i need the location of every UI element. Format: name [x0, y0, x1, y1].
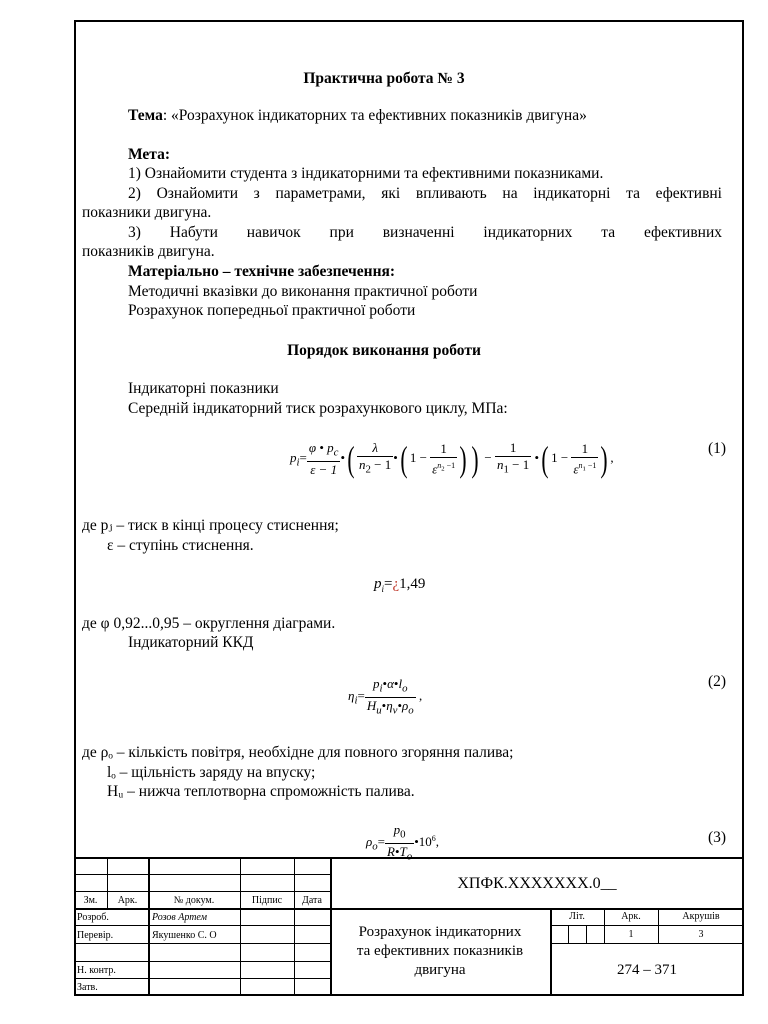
ark-value: 1 [628, 929, 634, 940]
stamp-rule [550, 925, 744, 926]
materials-label: Матеріально – технічне забезпечення: [128, 263, 396, 280]
goal-item-3: 3) Набути навичок при визначенні індикаторних та ефективних [128, 224, 722, 241]
stamp-rule [550, 943, 744, 944]
pi-result: $p_i=¿1,49$ [374, 576, 426, 594]
arkushiv-value: 3 [698, 929, 704, 940]
theme-line [128, 106, 587, 126]
goal-item-2-cont: показники двигуна. [82, 204, 212, 221]
goal-item-1: 1) Ознайомити студента з індикаторними та ефективними показниками. [128, 165, 604, 182]
goal-label: Мета: [128, 146, 171, 163]
row-role-developer: Розроб. [77, 912, 109, 923]
row-name-checker: Якушенко С. О [152, 930, 217, 941]
where-eps: ε – ступінь стиснення. [107, 537, 254, 554]
row-role-checker: Перевір. [77, 930, 114, 941]
equation-2-number: (2) [708, 673, 727, 690]
col-header-date: Дата [302, 895, 322, 906]
where-rho: де ρₒ – кількість повітря, необхідне для повного згоряння палива; [82, 744, 514, 761]
stamp-rule [568, 925, 569, 943]
goal-item-2: 2) Ознайомити з параметрами, які впливають на індикаторні та ефективні [128, 185, 722, 202]
stamp-rule [74, 874, 330, 875]
title-block [74, 857, 744, 996]
where-pc: де pⱼ – тиск в кінці процесу стиснення; [82, 517, 339, 534]
indicator-heading: Індикаторні показники [128, 380, 279, 397]
stamp-rule [74, 925, 330, 926]
theme-label: Тема [128, 107, 163, 124]
row-role-norm-control: Н. контр. [77, 965, 116, 976]
stamp-rule [586, 925, 587, 943]
page-title: Практична робота № 3 [303, 70, 465, 87]
work-title-line-1: Розрахунок індикаторних [358, 924, 522, 940]
where-hu: Hᵤ – нижча теплотворна спроможність палива. [107, 783, 415, 800]
equation-1-number: (1) [708, 440, 727, 457]
work-title-line-3: двигуна [414, 962, 466, 978]
equation-2: $\eta_i=$ $\frac{p_i•\alpha•l_o}{H_u•\eta_v•\rho_o}$ , [348, 676, 423, 717]
procedure-title: Порядок виконання роботи [287, 342, 481, 359]
row-name-developer: Розов Артем [152, 912, 207, 923]
efficiency-heading: Індикаторний ККД [128, 634, 254, 651]
col-header-sign: Підпис [251, 895, 283, 906]
arkushiv-label: Акрушів [682, 911, 720, 922]
row-role-approved: Затв. [77, 982, 98, 993]
where-lo: lₒ – щільність заряду на впуску; [107, 764, 316, 781]
mean-pressure-text: Середній індикаторний тиск розрахункового циклу, МПа: [128, 400, 508, 417]
ark-label: Арк. [621, 911, 641, 922]
work-title-line-2: та ефективних показників [356, 943, 524, 959]
where-phi: де φ 0,92...0,95 – округлення діаграми. [82, 615, 336, 632]
group-code: 274 – 371 [617, 962, 677, 978]
stamp-rule [74, 978, 330, 979]
stamp-rule [74, 908, 744, 910]
materials-item-1: Методичні вказівки до виконання практичної роботи [128, 283, 478, 300]
stamp-rule [74, 943, 330, 944]
stamp-rule [74, 961, 330, 962]
equation-3: $\rho_o=$ $\frac{p_0}{R•T_o}$ $•10^6$, [366, 822, 439, 863]
theme-text: : «Розрахунок індикаторних та ефективних показників двигуна» [162, 107, 587, 124]
col-header-doc: № докум. [173, 895, 215, 906]
col-header-ark: Арк. [117, 895, 138, 906]
stamp-rule [74, 857, 744, 859]
equation-1: $p_i=$ $\frac{\varphi • p_c}{\varepsilon - 1}$ •( $\frac{\lambda}{n_2 - 1}$ •( 1 − $\frac{1}{\varepsilon^{n_2 -1}}$ ) ) − $\frac{1}{n_1 - 1}$ •( 1 − $\frac{1}{\varepsilon^{n_1 -1}}$ ) , [290, 438, 614, 479]
doc-code: ХПФК.XXXXXXX.0__ [457, 875, 617, 892]
col-header-zm: Зм. [83, 895, 98, 906]
stamp-rule [148, 857, 150, 996]
equation-3-number: (3) [708, 829, 727, 846]
stamp-rule [240, 857, 241, 996]
stamp-rule [294, 857, 295, 996]
stamp-rule [74, 891, 330, 892]
goal-item-3-cont: показників двигуна. [82, 243, 215, 260]
materials-item-2: Розрахунок попередньої практичної роботи [128, 302, 416, 319]
lit-label: Літ. [569, 911, 585, 922]
